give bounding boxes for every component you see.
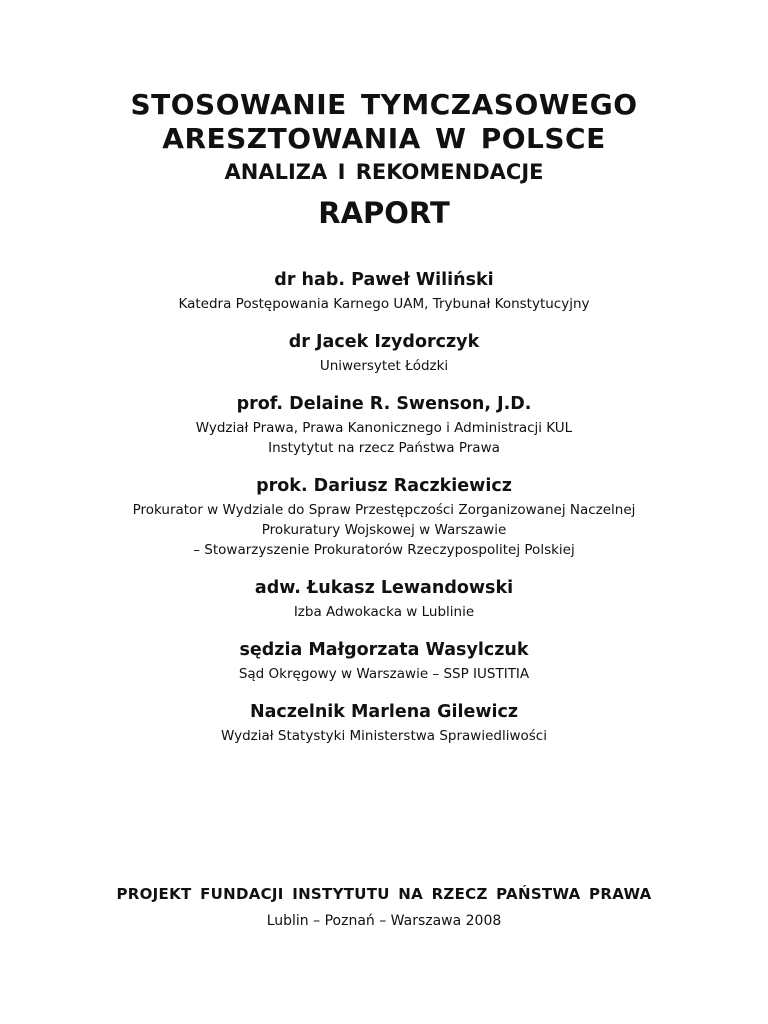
subtitle: ANALIZA I REKOMENDACJE [224,160,544,184]
author-name: sędzia Małgorzata Wasylczuk [239,640,529,660]
author-name: prok. Dariusz Raczkiewicz [256,476,512,496]
author-entry [0,266,768,314]
author-affiliation: Wydział Statystyki Ministerstwa Sprawiedliwości [221,728,547,744]
author-affiliation: Instytytut na rzecz Państwa Prawa [268,440,500,456]
author-entry [0,472,768,560]
title-line-1: STOSOWANIE TYMCZASOWEGO [130,88,638,121]
author-affiliation: – Stowarzyszenie Prokuratorów Rzeczypospolitej Polskiej [193,542,575,558]
author-entry [0,698,768,746]
footer [0,882,768,932]
title-line-2: ARESZTOWANIA W POLSCE [162,122,606,155]
author-affiliation: Prokuratury Wojskowej w Warszawie [261,522,507,538]
authors-list [0,266,768,760]
author-name: adw. Łukasz Lewandowski [254,578,514,598]
report-label: RAPORT [318,196,450,230]
author-affiliation: Sąd Okręgowy w Warszawie – SSP IUSTITIA [238,666,530,682]
author-name: dr Jacek Izydorczyk [288,332,480,352]
author-entry [0,390,768,458]
title-block [0,88,768,230]
author-affiliation: Prokurator w Wydziale do Spraw Przestępczości Zorganizowanej Naczelnej [132,502,636,518]
author-affiliation: Wydział Prawa, Prawa Kanonicznego i Administracji KUL [195,420,573,436]
author-entry [0,328,768,376]
author-name: prof. Delaine R. Swenson, J.D. [236,394,532,414]
project-line: PROJEKT FUNDACJI INSTYTUTU NA RZECZ PAŃSTWA PRAWA [116,885,652,903]
author-entry [0,574,768,622]
author-name: Naczelnik Marlena Gilewicz [249,702,519,722]
author-affiliation: Katedra Postępowania Karnego UAM, Trybunał Konstytucyjny [178,296,590,312]
author-affiliation: Uniwersytet Łódzki [319,358,449,374]
place-year: Lublin – Poznań – Warszawa 2008 [266,913,502,929]
author-affiliation: Izba Adwokacka w Lublinie [293,604,475,620]
author-entry [0,636,768,684]
author-name: dr hab. Paweł Wiliński [274,270,494,290]
